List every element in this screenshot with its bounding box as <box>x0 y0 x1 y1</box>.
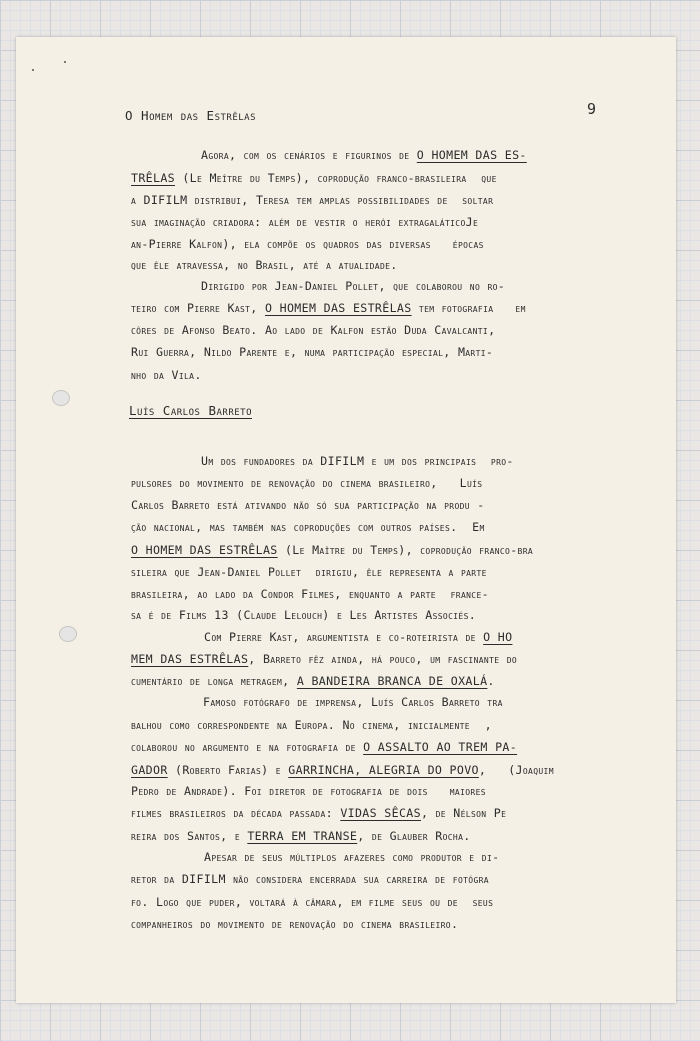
text-segment: colaborou no argumento e na fotografia de <box>131 740 364 754</box>
text-segment: pulsores do movimento de renovação do cinema brasileiro, Luís <box>131 476 483 490</box>
text-segment: sileira que Jean-Daniel Pollet dirigiu, êle representa a parte <box>131 565 487 579</box>
text-line <box>201 148 527 162</box>
text-line <box>131 368 202 382</box>
text-segment: tem fotografia em <box>411 301 526 315</box>
text-segment: brasileira, ao lado da Condor Filmes, enquanto a parte france- <box>131 587 489 601</box>
text-segment: teiro com Pierre Kast, <box>131 301 265 315</box>
text-segment: balhou como correspondente na Europa. No cinema, inicialmente , <box>131 718 492 732</box>
text-segment: Dirigido por Jean-Daniel Pollet, que colaborou no ro- <box>201 279 506 293</box>
text-segment: , de Nélson Pe <box>420 806 507 820</box>
text-segment: a DIFILM distribui, Teresa tem amplas possibilidades de soltar <box>131 193 494 207</box>
ink-speck <box>64 61 66 63</box>
text-line <box>131 587 489 601</box>
text-line <box>131 498 485 512</box>
underlined-title: A BANDEIRA BRANCA DE OXALÁ <box>296 674 488 688</box>
underlined-title: O HOMEM DAS ES- <box>416 148 527 162</box>
page-number: 9 <box>587 100 597 118</box>
text-line <box>204 630 512 644</box>
text-line <box>131 258 398 272</box>
text-segment: (Le Meître du Temps), coprodução franco-brasileira que <box>174 171 497 185</box>
text-segment: Um dos fundadores da DIFILM e um dos principais pro- <box>201 454 514 468</box>
text-segment: que êle atravessa, no Brasil, até a atualidade. <box>131 258 398 272</box>
text-segment: Pedro de Andrade). Foi diretor de fotografia de dois maiores <box>131 784 486 798</box>
text-line <box>201 279 505 293</box>
underlined-title: O HOMEM DAS ESTRÊLAS <box>131 543 278 557</box>
text-segment: Apesar de seus múltiplos afazeres como produtor e di- <box>204 850 500 864</box>
text-line <box>131 215 478 229</box>
text-line <box>131 895 493 909</box>
text-line <box>131 829 471 843</box>
underlined-title: TRÊLAS <box>131 171 175 185</box>
text-line <box>131 345 493 359</box>
text-line <box>131 476 482 490</box>
text-line <box>131 193 493 207</box>
section-heading: Luís Carlos Barreto <box>129 403 252 418</box>
text-segment: Com Pierre Kast, argumentista e co-roteirista de <box>204 630 484 644</box>
text-segment: sua imaginação criadora: além de vestir o herói extragaláticoJe <box>131 215 479 229</box>
text-segment: Agora, com os cenários e figurinos de <box>201 148 417 162</box>
text-line <box>131 872 489 886</box>
ink-speck <box>32 69 34 71</box>
text-segment: (Le Maître du Temps), coprodução franco-bra <box>277 543 534 557</box>
text-line <box>131 784 486 798</box>
underlined-title: GARRINCHA, ALEGRIA DO POVO <box>288 763 479 777</box>
text-line <box>131 543 533 557</box>
underlined-title: GADOR <box>131 763 168 777</box>
text-segment: ção nacional, mas também nas coproduções com outros países. Em <box>131 520 485 534</box>
text-line <box>131 674 495 688</box>
text-segment: , Barreto fêz ainda, há pouco, um fascinante do <box>248 652 518 666</box>
text-line <box>131 917 458 931</box>
text-segment: nho da Vila. <box>131 368 202 382</box>
underlined-title: TERRA EM TRANSE <box>247 829 358 843</box>
text-segment: reira dos Santos, e <box>131 829 248 843</box>
text-line <box>131 323 495 337</box>
text-segment: filmes brasileiros da década passada: <box>131 806 341 820</box>
text-segment: fo. Logo que puder, voltará à câmara, em filme seus ou de seus <box>131 895 494 909</box>
underlined-title: VIDAS SÊCAS <box>340 806 421 820</box>
underlined-title: O ASSALTO AO TREM PA- <box>363 740 518 754</box>
text-line <box>204 850 499 864</box>
text-line <box>131 301 526 315</box>
text-segment: , de Glauber Rocha. <box>357 829 471 843</box>
text-line <box>131 520 485 534</box>
text-segment: companheiros do movimento de renovação do cinema brasileiro. <box>131 917 459 931</box>
punch-hole-bottom <box>59 626 77 642</box>
text-segment: , (Joaquim <box>478 763 554 777</box>
text-segment: (Roberto Farias) e <box>167 763 289 777</box>
text-segment: an-Pierre Kalfon), ela compõe os quadros das diversas épocas <box>131 237 484 251</box>
text-line <box>131 608 476 622</box>
text-line <box>131 763 554 777</box>
text-segment: Carlos Barreto está ativando não só sua participação na produ - <box>131 498 485 512</box>
text-line <box>131 565 487 579</box>
underlined-title: MEM DAS ESTRÊLAS <box>131 652 249 666</box>
text-line <box>201 454 514 468</box>
text-line <box>131 171 497 185</box>
text-segment: cumentário de longa metragem, <box>131 674 297 688</box>
punch-hole-top <box>52 390 70 406</box>
underlined-title: O HOMEM DAS ESTRÊLAS <box>264 301 412 315</box>
text-line <box>131 237 484 251</box>
text-line <box>131 652 517 666</box>
text-line <box>131 806 506 820</box>
text-segment: côres de Afonso Beato. Ao lado de Kalfon estão Duda Cavalcanti, <box>131 323 496 337</box>
text-line <box>131 718 492 732</box>
text-line <box>203 695 503 709</box>
text-segment: sa é de Films 13 (Claude Lelouch) e Les Artistes Associés. <box>131 608 477 622</box>
text-line <box>131 740 517 754</box>
text-segment: retor da DIFILM não considera encerrada sua carreira de fotógra <box>131 872 489 886</box>
text-segment: Famoso fotógrafo de imprensa, Luís Carlos Barreto tra <box>203 695 503 709</box>
underlined-title: O HO <box>483 630 513 644</box>
document-header-title: O Homem das Estrêlas <box>125 108 257 123</box>
text-segment: Rui Guerra, Nildo Parente e, numa participação especial, Marti- <box>131 345 494 359</box>
text-segment: . <box>487 674 495 688</box>
